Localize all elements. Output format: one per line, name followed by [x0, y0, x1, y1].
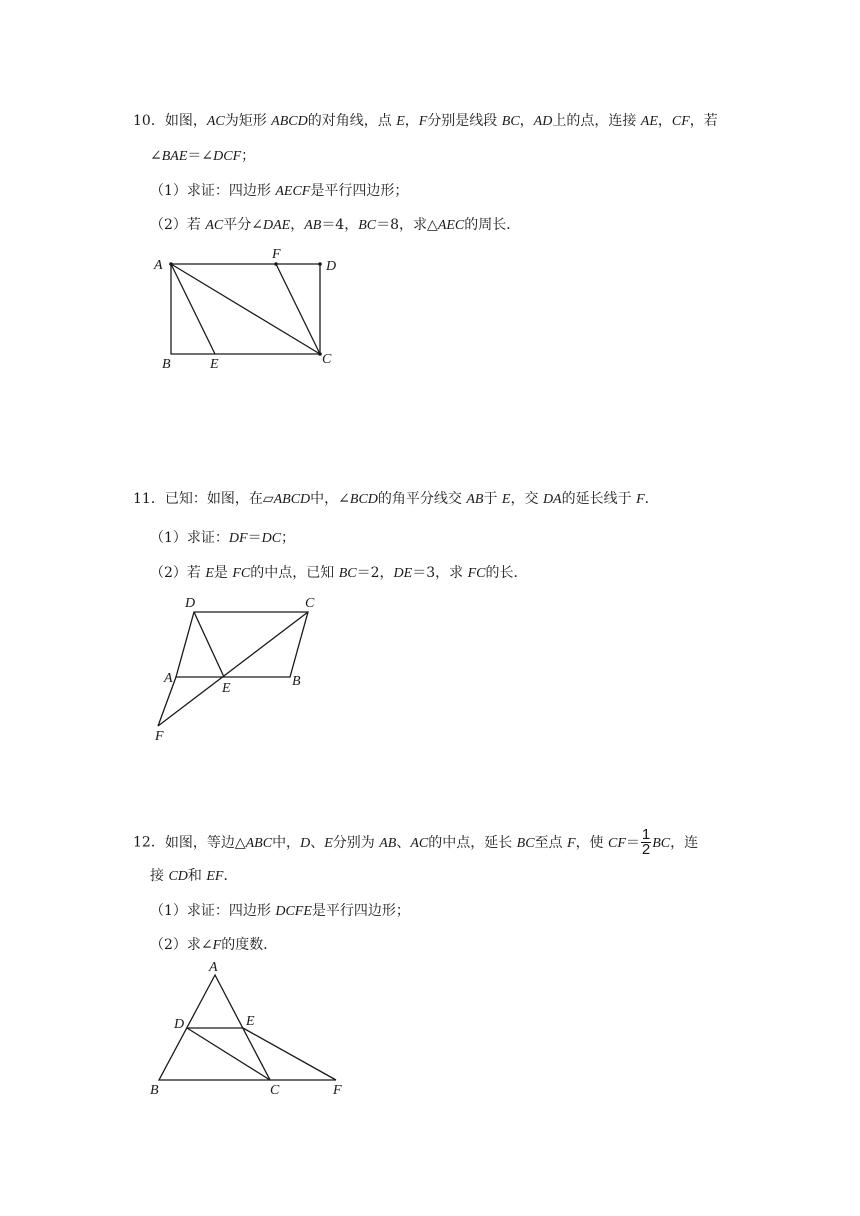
text-run: 的中点，延长 [428, 834, 517, 851]
fraction-one-half: $\frac{1}{2}$ [641, 826, 651, 858]
text-run: （2）若 [150, 217, 206, 233]
math-symbol: F [567, 835, 576, 851]
math-symbol: ABC [245, 835, 273, 851]
text-run: ， [404, 113, 419, 129]
math-symbol: BC [652, 835, 671, 851]
label-d: D [326, 259, 337, 274]
math-symbol: DF [228, 531, 248, 546]
label-b: B [150, 1083, 159, 1098]
label-d: D [185, 596, 196, 611]
math-symbol: BCD [349, 492, 378, 507]
label-a: A [154, 258, 163, 273]
math-symbol: AC [205, 218, 224, 233]
text-run: （2）求∠ [150, 937, 213, 953]
text-run: 中，∠ [310, 491, 350, 507]
math-symbol: F [418, 114, 428, 129]
text-run: 如图，等边△ [164, 834, 246, 851]
text-run: （2）若 [150, 565, 206, 581]
label-e: E [246, 1014, 255, 1029]
label-b: B [292, 674, 301, 689]
text-run: ＝ [247, 530, 262, 546]
text-run: 上的点，连接 [552, 113, 641, 129]
label-f: F [333, 1083, 342, 1098]
text-run: ，交 [510, 491, 543, 507]
text-run: 是平行四边形； [310, 183, 409, 199]
problem-10-number: 10． [133, 113, 165, 129]
math-symbol: FC [467, 566, 486, 581]
math-symbol: E [501, 492, 511, 507]
text-run: （1）求证：四边形 [150, 183, 276, 199]
text-run: 平分∠ [223, 217, 263, 233]
text-run: 如图， [164, 113, 207, 129]
math-symbol: DE [393, 566, 413, 581]
math-symbol: E [205, 566, 214, 581]
math-symbol: DCF [213, 149, 242, 164]
text-run: ＝∠ [187, 148, 214, 164]
text-run: 的中点，已知 [250, 565, 339, 581]
label-f: F [272, 247, 281, 262]
label-c: C [270, 1083, 280, 1098]
math-symbol: ABCD [271, 114, 308, 129]
text-run: 的角平分线交 [377, 491, 467, 507]
math-symbol: AD [533, 114, 553, 129]
math-symbol: CF [671, 114, 690, 129]
text-run: 已知：如图，在▱ [164, 491, 274, 507]
label-c: C [305, 596, 315, 611]
text-run: ； [241, 148, 256, 164]
text-run: 接 [150, 868, 169, 884]
text-run: ＝8，求△ [376, 217, 438, 233]
math-symbol: AC [410, 835, 429, 851]
math-symbol: BC [516, 835, 535, 851]
math-symbol: FC [232, 566, 251, 581]
text-run: ， [657, 113, 672, 129]
math-symbol: AEC [437, 218, 465, 233]
math-symbol: AECF [275, 184, 311, 199]
text-run: ＝3，求 [412, 565, 468, 581]
text-run: ＝4， [321, 217, 359, 233]
text-run: 分别为 [332, 834, 380, 851]
label-f: F [155, 729, 164, 744]
label-a: A [164, 671, 173, 686]
text-run: 和 [187, 868, 207, 884]
text-run: （1）求证： [150, 530, 229, 546]
math-symbol: DC [261, 531, 282, 546]
math-symbol: BC [501, 114, 520, 129]
text-run: 的长． [485, 565, 528, 581]
text-run: 分别是线段 [427, 113, 502, 129]
math-symbol: AC [206, 114, 225, 129]
problem-11-number: 11． [133, 491, 165, 507]
math-symbol: DCFE [275, 904, 312, 919]
text-run: 的周长． [464, 217, 521, 233]
math-symbol: DA [542, 492, 562, 507]
text-run: 至点 [534, 834, 567, 851]
math-symbol: AB [304, 218, 322, 233]
text-run: 的对角线，点 [307, 113, 397, 129]
text-run: ＝2， [356, 565, 394, 581]
math-symbol: ABCD [273, 492, 311, 507]
math-symbol: E [324, 835, 333, 851]
label-c: C [322, 352, 332, 367]
problem-12-number: 12． [133, 834, 165, 851]
text-run: ∠ [150, 148, 162, 164]
math-symbol: BC [358, 218, 377, 233]
text-run: ， [519, 113, 534, 129]
text-run: ，若 [689, 113, 718, 129]
text-run: 是平行四边形； [311, 903, 410, 919]
label-e: E [210, 357, 219, 372]
text-run: 的延长线于 [561, 491, 637, 507]
math-symbol: CF [608, 835, 626, 851]
text-run: ＝ [625, 834, 640, 851]
label-a: A [209, 960, 218, 975]
label-d: D [174, 1017, 185, 1032]
text-run: （1）求证：四边形 [150, 903, 276, 919]
math-symbol: F [212, 938, 222, 953]
text-run: ， [290, 217, 305, 233]
text-run: 中， [272, 834, 301, 851]
math-symbol: D [300, 835, 311, 851]
math-symbol: CD [168, 869, 188, 884]
text-run: ． [223, 868, 238, 884]
math-symbol: BAE [161, 149, 188, 164]
math-symbol: E [396, 114, 405, 129]
text-run: ，连 [670, 834, 699, 851]
label-b: B [162, 357, 171, 372]
text-run: 为矩形 [224, 113, 272, 129]
text-run: 、 [310, 834, 325, 851]
text-run: 、 [396, 834, 411, 851]
math-symbol: DAE [262, 218, 291, 233]
text-run: ； [281, 530, 296, 546]
math-symbol: EF [206, 869, 224, 884]
text-run: 是 [213, 565, 233, 581]
math-symbol: AB [379, 835, 397, 851]
math-symbol: AE [640, 114, 658, 129]
text-run: ． [644, 491, 659, 507]
math-symbol: AB [466, 492, 484, 507]
text-run: 于 [483, 491, 502, 507]
text-run: ，使 [575, 834, 609, 851]
text-run: 的度数． [221, 937, 278, 953]
math-symbol: BC [338, 566, 357, 581]
math-symbol: F [636, 492, 645, 507]
label-e: E [222, 681, 231, 696]
